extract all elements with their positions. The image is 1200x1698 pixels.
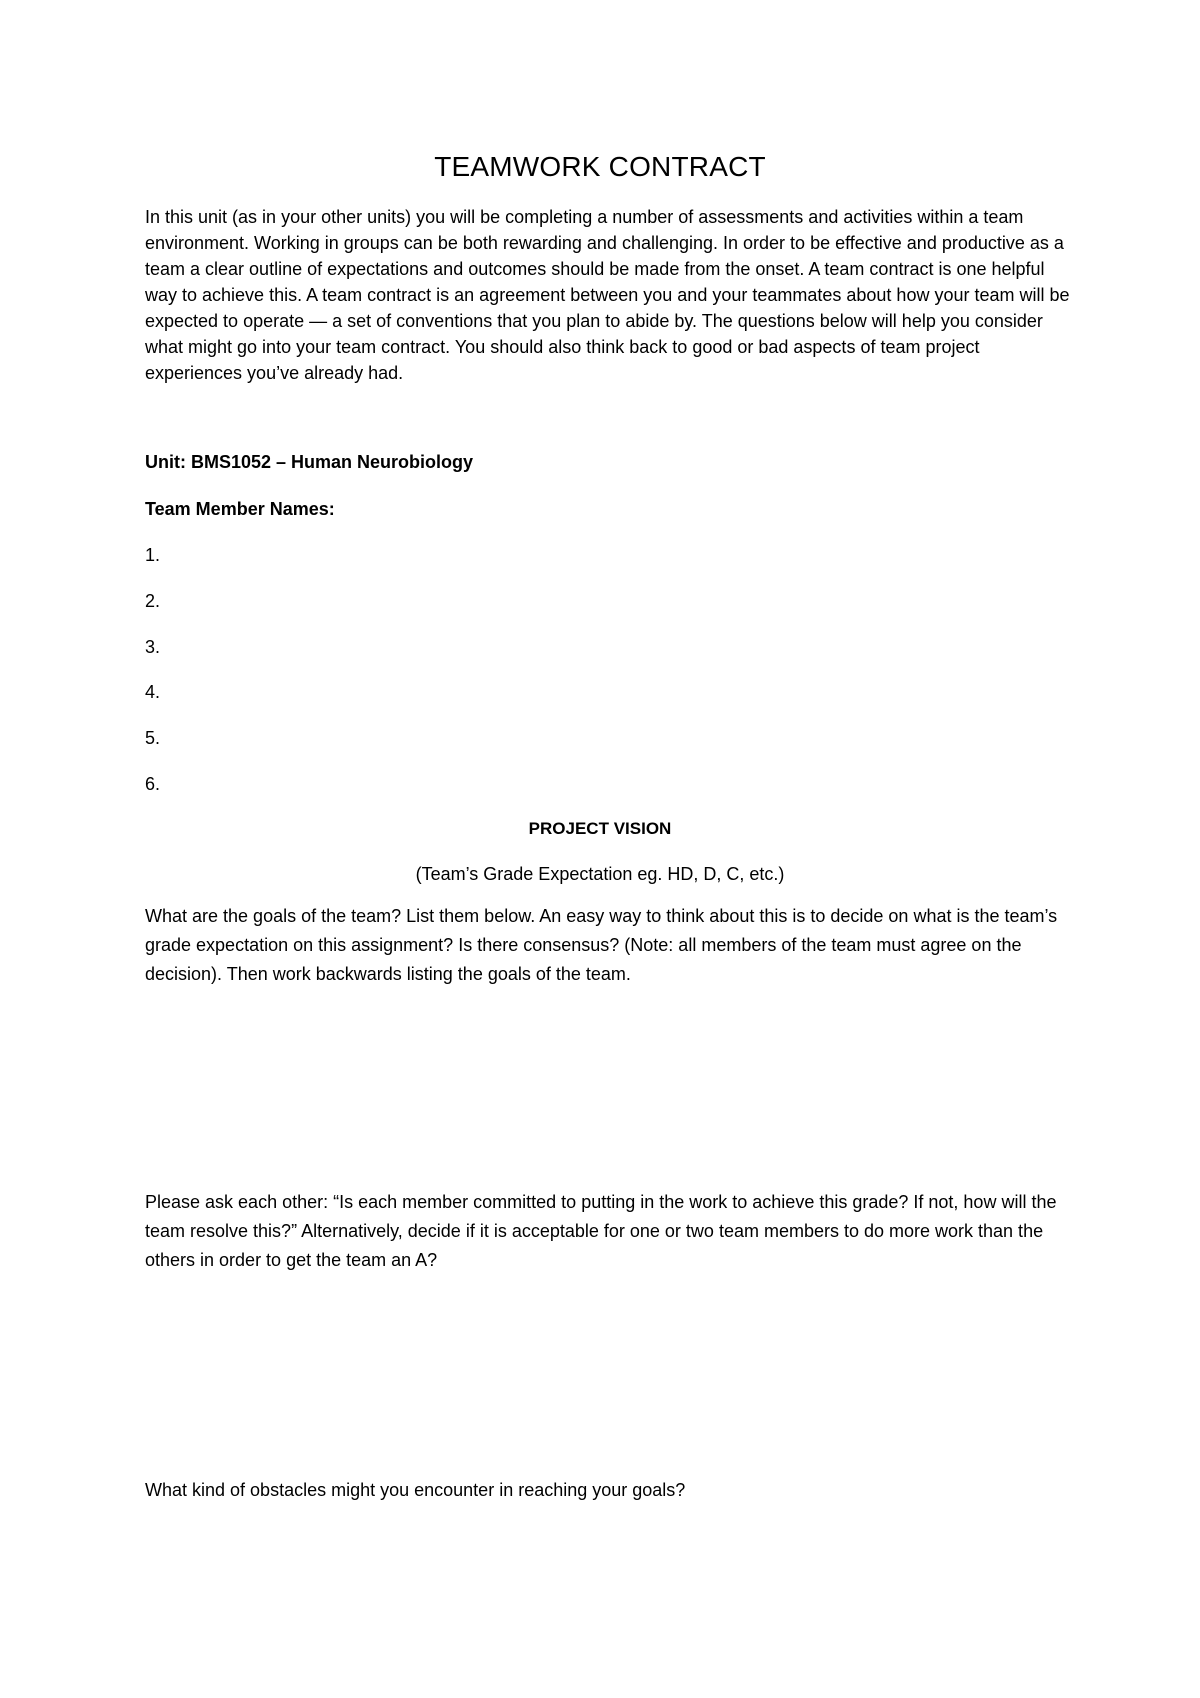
question-commitment: Please ask each other: “Is each member committed to putting in the work to achieve this grade? If not, how will the team resolve this?” Alternatively, decide if it is acceptable for one or two team members to do more work than the others in order to get the team an A? [145, 1192, 1057, 1270]
member-number-1: 1. [145, 545, 161, 565]
member-number-6: 6. [145, 774, 161, 794]
member-number-4: 4. [145, 682, 161, 702]
member-number-5: 5. [145, 728, 161, 748]
document-title: TEAMWORK CONTRACT [434, 151, 766, 182]
member-number-3: 3. [145, 637, 161, 657]
project-vision-subheading: (Team’s Grade Expectation eg. HD, D, C, etc.) [415, 864, 785, 884]
member-number-2: 2. [145, 591, 161, 611]
unit-line: Unit: BMS1052 – Human Neurobiology [145, 452, 474, 472]
intro-paragraph: In this unit (as in your other units) you will be completing a number of assessments and activities within a team environment. Working in groups can be both rewarding and challenging. In order to be effective and productive as a team a clear outline of expectations and outcomes should be made from the onset. A team contract is one helpful way to achieve this. A team contract is an agreement between you and your teammates about how your team will be expected to operate — a set of conventions that you plan to abide by. The questions below will help you consider what might go into your team contract. You should also think back to good or bad aspects of team project experiences you’ve already had. [145, 207, 1070, 383]
question-obstacles: What kind of obstacles might you encounter in reaching your goals? [145, 1480, 686, 1500]
question-goals: What are the goals of the team? List them below. An easy way to think about this is to decide on what is the team’s grade expectation on this assignment? Is there consensus? (Note: all members of the team must agree on the decision). Then work backwards listing the goals of the team. [145, 906, 1058, 984]
project-vision-heading: PROJECT VISION [528, 819, 672, 838]
team-members-label: Team Member Names: [145, 499, 335, 519]
